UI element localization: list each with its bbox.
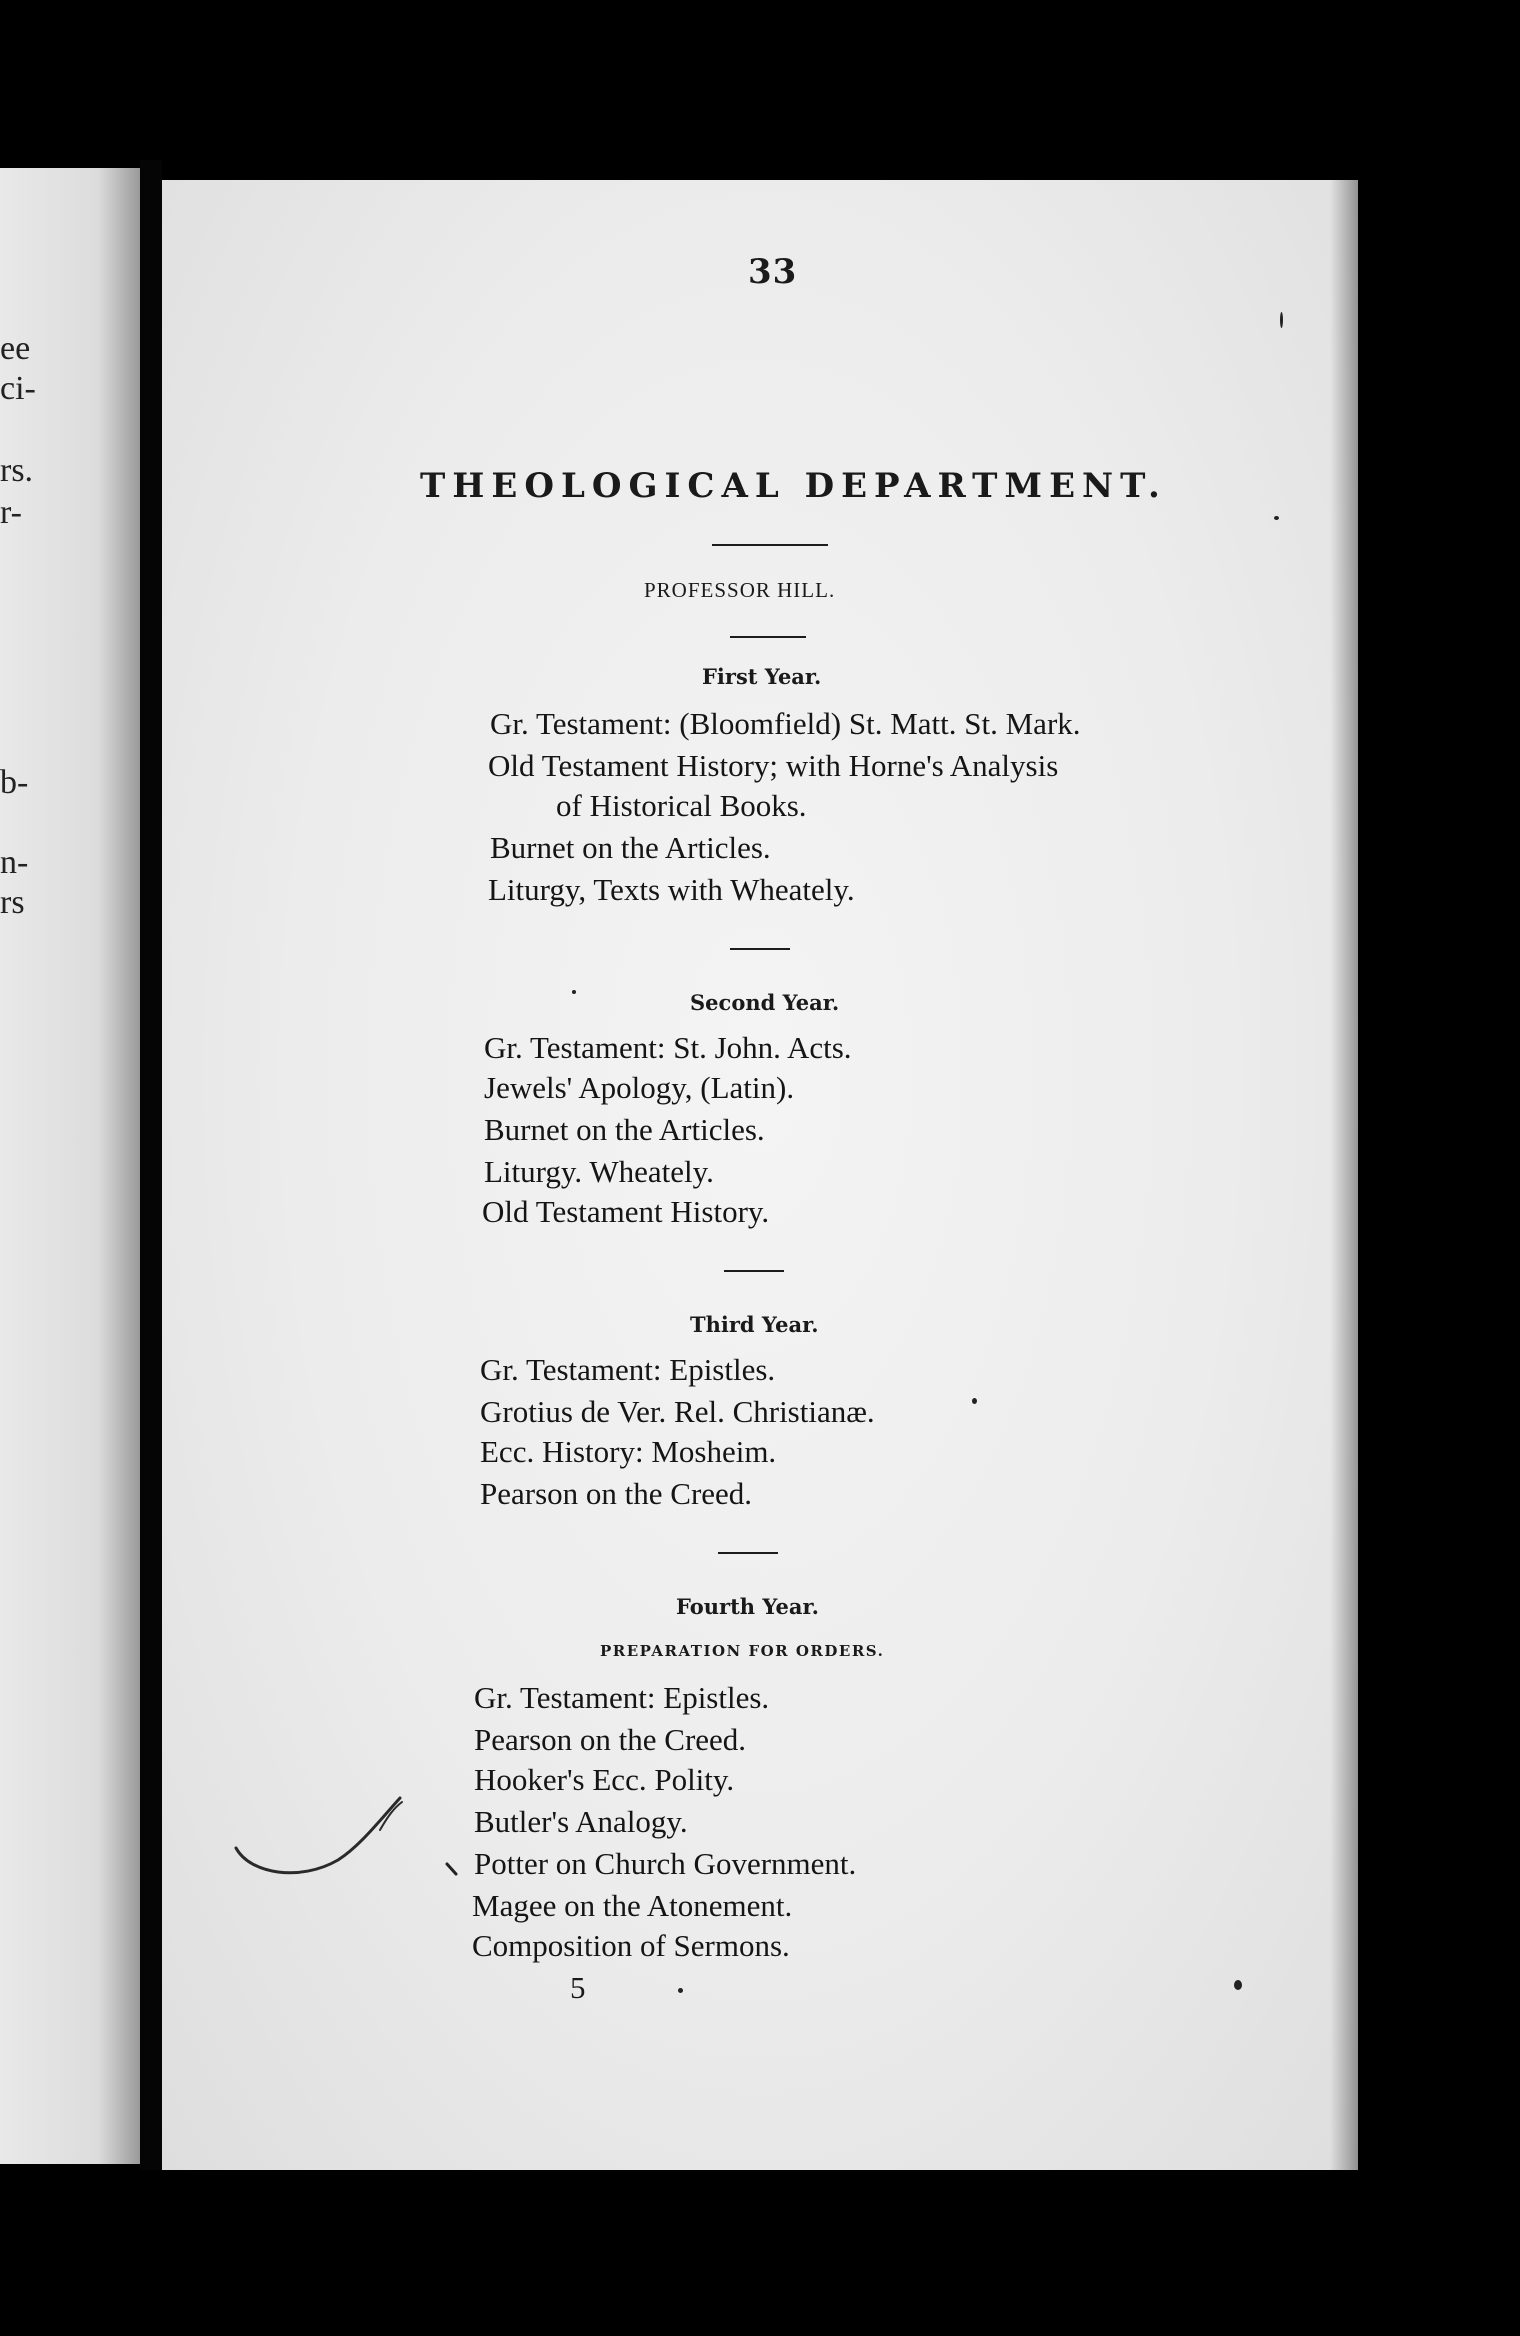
scan-speck xyxy=(1274,516,1279,520)
pencil-mark-icon xyxy=(230,1790,410,1890)
course-line: Old Testament History. xyxy=(482,1194,770,1229)
course-line: of Historical Books. xyxy=(556,788,807,823)
course-line: Gr. Testament: Epistles. xyxy=(480,1352,776,1387)
divider-rule xyxy=(724,1270,784,1272)
course-line: Pearson on the Creed. xyxy=(480,1476,753,1511)
left-text-fragment: rs xyxy=(0,884,25,921)
left-text-fragment: ci- xyxy=(0,370,36,407)
signature-mark: 5 xyxy=(570,1970,586,2005)
professor-name: PROFESSOR HILL. xyxy=(644,578,836,602)
course-line: Liturgy, Texts with Wheately. xyxy=(488,872,855,907)
course-line: Burnet on the Articles. xyxy=(490,830,771,865)
course-line: Butler's Analogy. xyxy=(474,1804,688,1839)
department-title: THEOLOGICAL DEPARTMENT. xyxy=(420,466,1167,506)
divider-rule xyxy=(712,544,828,546)
course-line: Gr. Testament: Epistles. xyxy=(474,1680,770,1715)
section-heading-fourth-year: Fourth Year. xyxy=(676,1594,819,1619)
scan-speck xyxy=(1280,312,1283,328)
course-line: Potter on Church Government. xyxy=(474,1846,857,1881)
scan-speck xyxy=(572,990,576,994)
scan-speck xyxy=(972,1398,977,1404)
book-gutter xyxy=(140,160,162,2170)
page-number: 33 xyxy=(748,252,798,292)
scan-speck xyxy=(1234,1980,1242,1990)
page-edge-shadow xyxy=(1330,180,1358,2170)
course-line: Gr. Testament: (Bloomfield) St. Matt. St. Mark. xyxy=(490,706,1081,741)
course-line: Gr. Testament: St. John. Acts. xyxy=(484,1030,852,1065)
course-line: Burnet on the Articles. xyxy=(484,1112,765,1147)
section-heading-first-year: First Year. xyxy=(702,664,822,689)
left-text-fragment: rs. xyxy=(0,452,34,489)
section-subheading: PREPARATION FOR ORDERS. xyxy=(600,1642,885,1660)
left-text-fragment: n- xyxy=(0,844,29,881)
course-line: Liturgy. Wheately. xyxy=(484,1154,714,1189)
scan-speck xyxy=(678,1988,683,1993)
divider-rule xyxy=(718,1552,778,1554)
left-text-fragment: r- xyxy=(0,494,22,531)
course-line: Ecc. History: Mosheim. xyxy=(480,1434,777,1469)
left-page-fragment xyxy=(0,168,140,2164)
divider-rule xyxy=(730,636,806,638)
course-line: Grotius de Ver. Rel. Christianæ. xyxy=(480,1394,875,1429)
section-heading-third-year: Third Year. xyxy=(690,1312,819,1337)
course-line: Jewels' Apology, (Latin). xyxy=(484,1070,795,1105)
course-line: Pearson on the Creed. xyxy=(474,1722,747,1757)
course-line: Composition of Sermons. xyxy=(472,1928,790,1963)
left-text-fragment: ee xyxy=(0,330,31,367)
tick-mark-icon xyxy=(444,1860,464,1880)
course-line: Old Testament History; with Horne's Analysis xyxy=(488,748,1059,783)
course-line: Hooker's Ecc. Polity. xyxy=(474,1762,735,1797)
section-heading-second-year: Second Year. xyxy=(690,990,840,1015)
left-text-fragment: b- xyxy=(0,764,29,801)
course-line: Magee on the Atonement. xyxy=(472,1888,793,1923)
divider-rule xyxy=(730,948,790,950)
